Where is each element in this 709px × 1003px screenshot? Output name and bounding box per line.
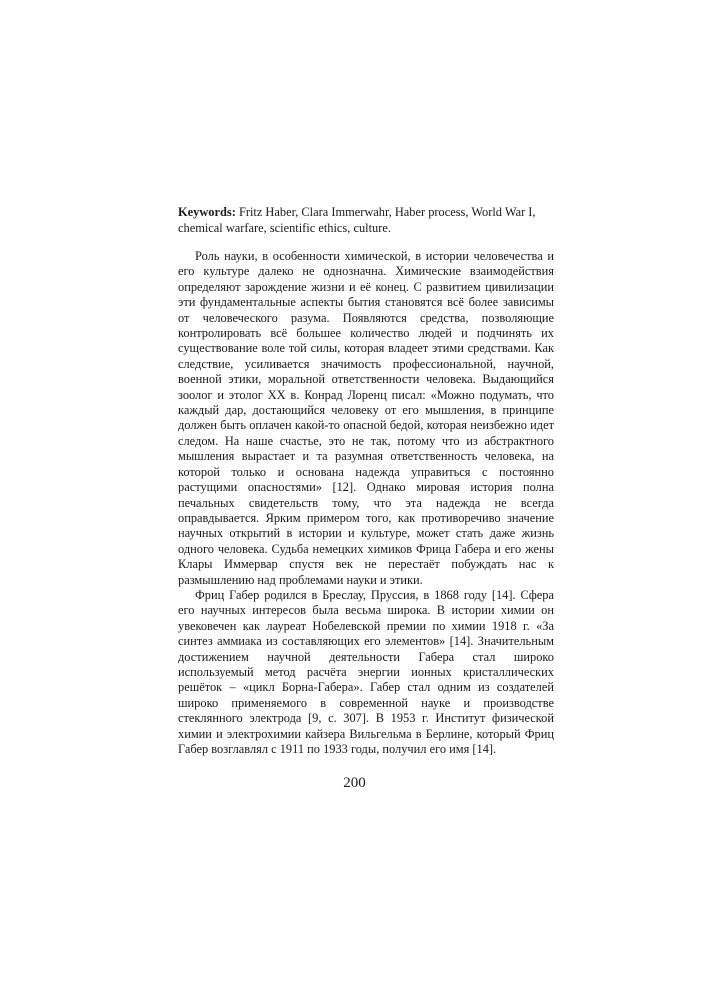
keywords-text: Fritz Haber, Clara Immerwahr, Haber process, World War I, chemical warfare, scientific ethics, culture. (178, 205, 536, 235)
page-number: 200 (343, 775, 366, 791)
page-body (178, 205, 554, 757)
paragraph-2: Фриц Габер родился в Бреслау, Пруссия, в 1868 году [14]. Сфера его научных интересов была весьма широка. В истории химии он увековечен как лауреат Нобелевской премии по химии 1918 г. «За синтез аммиака из составляющих его элементов» [14]. Значительным достижением научной деятельности Габера стал широко используемый метод расчёта энергии ионных кристаллических решёток – «цикл Борна-Габера». Габер стал одним из создателей широко применяемого в современной науке и производстве стеклянного электрода [9, с. 307]. В 1953 г. Институт физической химии и электрохимии кайзера Вильгельма в Берлине, который Фриц Габер возглавлял с 1911 по 1933 годы, получил его имя [14]. (178, 587, 554, 756)
keywords-label: Keywords: (178, 205, 236, 219)
paragraph-1: Роль науки, в особенности химической, в истории человечества и его культуре далеко не однозначна. Химические взаимодействия определяют зарождение жизни и её конец. С развитием цивилизации эти фундаментальные аспекты бытия становятся всё более зависимы от человеческого разума. Появляются средства, позволяющие контролировать всё большее количество людей и подчинять их существование воле той силы, которая владеет этими средствами. Как следствие, усиливается значимость профессиональной, научной, военной этики, моральной ответственности человека. Выдающийся зоолог и этолог XX в. Конрад Лоренц писал: «Можно подумать, что каждый дар, достающийся человеку от его мышления, в принципе должен быть оплачен какой-то опасной бедой, которая неизбежно идет следом. На наше счастье, это не так, потому что из абстрактного мышления вырастает и та разумная ответственность человека, на которой только и основана надежда управиться с постоянно растущими опасностями» [12]. Однако мировая история полна печальных свидетельств тому, что эта надежда не всегда оправдывается. Ярким примером того, как противоречиво значение научных открытий в истории и культуре, может стать даже жизнь одного человека. Судьба немецких химиков Фрица Габера и его жены Клары Иммервар спустя век не перестаёт побуждать нас к размышлению над проблемами науки и этики. (178, 249, 554, 587)
keywords-line (178, 205, 554, 236)
